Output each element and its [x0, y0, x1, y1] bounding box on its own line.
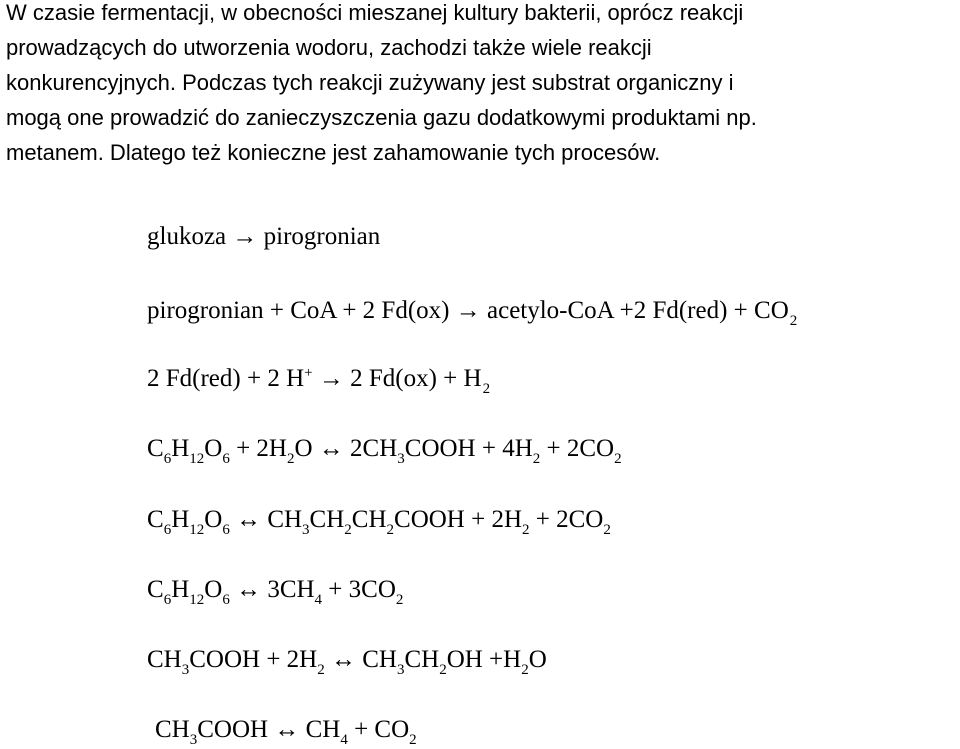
subscript: 2 [344, 522, 352, 538]
formula-text: + CO [347, 716, 410, 743]
subscript: 2 [532, 451, 541, 467]
formula-text: CH [299, 716, 341, 743]
equation-glucose-to-pyruvate [147, 222, 380, 252]
arrow-both-icon: ↔ [236, 576, 262, 603]
formula-text: O [294, 435, 319, 462]
subscript: 2 [482, 381, 491, 397]
formula-text: + 2CO [529, 506, 604, 533]
arrow-right-icon: → [232, 223, 258, 250]
subscript: 12 [189, 592, 205, 608]
subscript: 2 [409, 732, 417, 748]
formula-text: C [147, 435, 164, 462]
subscript: 6 [163, 451, 172, 467]
equation-butyric-acid-fermentation [147, 505, 611, 538]
arrow-right-icon: → [318, 365, 344, 392]
arrow-both-icon: ↔ [318, 435, 344, 462]
formula-text: + 2H [229, 435, 287, 462]
formula-text: pirogronian [263, 223, 381, 250]
equation-methane-formation [147, 575, 404, 608]
formula-text: O [204, 435, 223, 462]
subscript: 6 [163, 592, 172, 608]
formula-text: COOH [197, 716, 275, 743]
equation-ethanol-formation [147, 645, 547, 678]
formula-text: + 3CO [322, 576, 396, 603]
formula-text: CH [355, 646, 397, 673]
formula-text: CH [147, 646, 182, 673]
equation-acetic-acid-fermentation [147, 434, 622, 467]
subscript: 3 [181, 662, 190, 678]
equation-hydrogen-formation [147, 364, 491, 397]
formula-text: C [147, 506, 164, 533]
arrow-both-icon: ↔ [236, 506, 262, 533]
formula-text: 2CH [343, 435, 398, 462]
subscript: 2 [522, 522, 530, 538]
formula-text: 3CH [261, 576, 315, 603]
formula-text: CH [351, 506, 387, 533]
subscript: 6 [163, 522, 172, 538]
subscript: 3 [397, 451, 405, 467]
arrow-right-icon: → [455, 297, 481, 324]
subscript: 12 [189, 522, 205, 538]
equation-acetate-methanogenesis [155, 715, 417, 748]
subscript: 6 [222, 522, 230, 538]
subscript: 12 [189, 451, 205, 467]
paragraph-line: metanem. Dlatego też konieczne jest zahamowanie tych procesów. [6, 140, 661, 165]
subscript: 2 [614, 451, 622, 467]
formula-text: CH [404, 646, 440, 673]
equation-pyruvate-to-acetyl-coa [147, 296, 798, 329]
formula-text: + 2CO [540, 435, 615, 462]
subscript: 3 [396, 662, 405, 678]
subscript: 2 [603, 522, 611, 538]
formula-text: 2 Fd(red) + 2 H [147, 365, 305, 392]
paragraph-line: mogą one prowadzić do zanieczyszczenia gazu dodatkowymi produktami np. [6, 105, 757, 130]
formula-text: COOH + 2H [394, 506, 523, 533]
subscript: 2 [395, 592, 404, 608]
formula-text: pirogronian + CoA + 2 Fd(ox) [147, 297, 450, 324]
formula-text: COOH + 2H [189, 646, 318, 673]
paragraph-line: konkurencyjnych. Podczas tych reakcji zużywany jest substrat organiczny i [6, 70, 734, 95]
paragraph-line: prowadzących do utworzenia wodoru, zachodzi także wiele reakcji [6, 35, 652, 60]
arrow-both-icon: ↔ [330, 646, 356, 673]
formula-text: CH [309, 506, 345, 533]
subscript: 4 [314, 592, 323, 608]
superscript: + [304, 365, 313, 381]
subscript: 2 [317, 662, 325, 678]
arrow-both-icon: ↔ [274, 716, 300, 743]
subscript: 3 [189, 732, 198, 748]
subscript: 2 [521, 662, 529, 678]
formula-text: O [204, 576, 223, 603]
formula-text: OH +H [446, 646, 522, 673]
subscript: 2 [286, 451, 295, 467]
formula-text: H [171, 435, 190, 462]
paragraph-line: W czasie fermentacji, w obecności mieszanej kultury bakterii, oprócz reakcji [6, 0, 744, 25]
formula-text: O [204, 506, 223, 533]
subscript: 2 [789, 313, 798, 329]
intro-paragraph [6, 0, 956, 170]
subscript: 4 [340, 732, 348, 748]
subscript: 6 [222, 592, 230, 608]
formula-text: C [147, 576, 164, 603]
formula-text: CH [155, 716, 190, 743]
subscript: 6 [222, 451, 230, 467]
subscript: 2 [386, 522, 395, 538]
formula-text: COOH + 4H [404, 435, 533, 462]
formula-text: H [171, 576, 190, 603]
subscript: 3 [302, 522, 310, 538]
formula-text: 2 Fd(ox) + H [350, 365, 482, 392]
formula-text: CH [261, 506, 303, 533]
formula-text: H [171, 506, 190, 533]
formula-text: acetylo-CoA +2 Fd(red) + CO [487, 297, 789, 324]
formula-text: glukoza [147, 223, 227, 250]
subscript: 2 [439, 662, 447, 678]
formula-text: O [528, 646, 547, 673]
